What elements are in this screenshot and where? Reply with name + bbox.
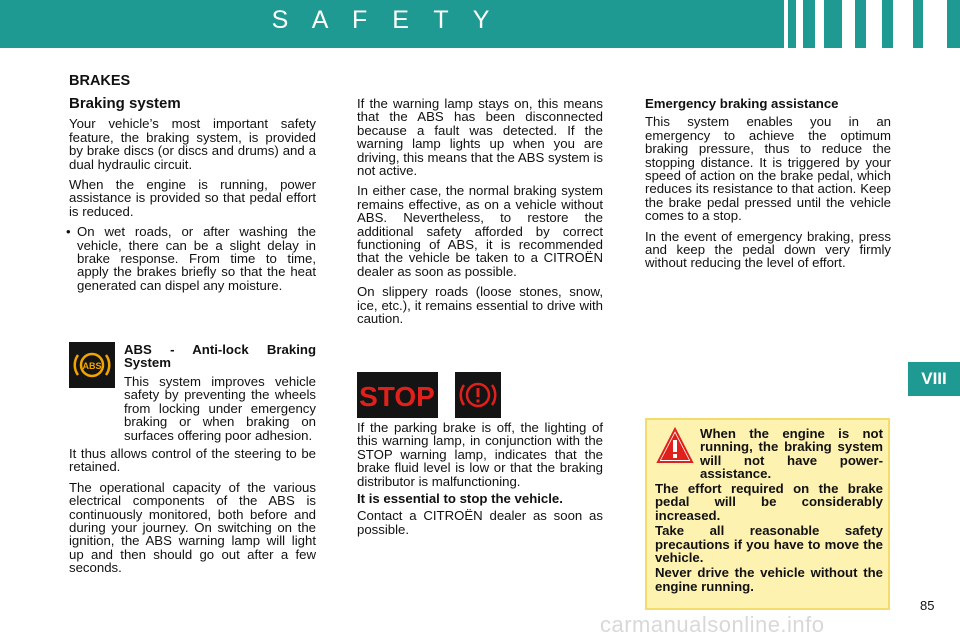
paragraph: On slippery roads (loose stones, snow, ice, etc.), it remains essential to drive with caution. — [357, 284, 603, 327]
header-bar — [0, 0, 960, 48]
paragraph: Your vehicle’s most important safety feature, the braking system, is provided by brake discs (or discs and drums) and a dual hydraulic circuit. — [69, 116, 316, 172]
abs-body-2 — [69, 447, 316, 582]
svg-text:ABS: ABS — [82, 361, 102, 371]
stop-label: STOP — [359, 381, 435, 412]
paragraph: This system enables you in an emergency to achieve the optimum braking pressure, thus to reduce the stopping distance. It is triggered by your speed of action on the brake pedal, which reduces its resistance to that action. Keep the brake pedal pressed until the vehicle comes to a stop. — [645, 114, 891, 224]
abs-title: ABS - Anti-lock Braking System — [124, 342, 316, 371]
warning-line-1: When the engine is not running, the braking system will not have power-assistance. — [700, 426, 883, 482]
header-stripe — [815, 0, 824, 48]
header-stripe — [866, 0, 882, 48]
footer-watermark: carmanualsonline.info — [600, 612, 825, 637]
header-stripe — [923, 0, 947, 48]
emergency-braking-column — [645, 97, 891, 277]
header-stripe — [784, 0, 788, 48]
page-title: S A F E T Y — [271, 6, 499, 34]
paragraph: If the parking brake is off, the lighting of this warning lamp, in conjunction with the STOP warning lamp, indicates that the brake fluid level is low or that the braking distributor is malfunctioning. — [357, 420, 603, 489]
header-stripe — [796, 0, 803, 48]
warning-line-3: Take all reasonable safety precautions if you have to move the vehicle. — [655, 523, 883, 566]
paragraph: The operational capacity of the various electrical components of the ABS is continuously monitored, both before and during your journey. On switching on the ignition, the ABS warning lamp will light up and then should go out after a few seconds. — [69, 479, 316, 576]
chapter-tab: VIII — [908, 362, 960, 396]
paragraph: In the event of emergency braking, press and keep the pedal down very firmly without reducing the level of effort. — [645, 228, 891, 271]
stop-warning-icon — [357, 372, 438, 418]
page-number: 85 — [920, 598, 935, 613]
header-stripe — [842, 0, 855, 48]
abs-text: This system improves vehicle safety by preventing the wheels from locking under emergency braking or when braking on surfaces offering poor adhesion. — [124, 374, 316, 443]
braking-system-column — [69, 97, 316, 299]
caution-triangle-icon — [655, 426, 695, 466]
paragraph: If the warning lamp stays on, this means that the ABS has been disconnected because a fault was detected. If the warning lamp lights up when you are driving, this means that the ABS system is not active. — [357, 96, 603, 179]
warning-line-4: Never drive the vehicle without the engine running. — [655, 565, 883, 594]
abs-body — [69, 375, 316, 442]
brake-warning-icon — [455, 372, 501, 418]
braking-system-title: Braking system — [69, 95, 181, 112]
paragraph: It thus allows control of the steering to be retained. — [69, 446, 316, 475]
abs-fault-column — [357, 97, 603, 333]
paragraph: Contact a CITROËN dealer as soon as possible. — [357, 508, 603, 537]
abs-intro — [124, 343, 316, 375]
stop-vehicle-notice: It is essential to stop the vehicle. — [357, 491, 563, 507]
paragraph: When the engine is running, power assistance is provided so that pedal effort is reduced. — [69, 177, 316, 219]
warning-box — [645, 418, 890, 610]
emergency-braking-title: Emergency braking assistance — [645, 96, 839, 111]
brake-fluid-column — [357, 421, 603, 543]
section-heading: BRAKES — [69, 73, 131, 89]
header-stripe — [893, 0, 913, 48]
warning-text-block — [655, 482, 883, 593]
warning-line-2: The effort required on the brake pedal will be considerably increased. — [655, 481, 883, 523]
paragraph — [69, 375, 316, 442]
bullet-item: • On wet roads, or after washing the vehicle, there can be a slight delay in brake response. From time to time, apply the brakes briefly so that the heat generated can dispel any moisture. — [69, 225, 316, 292]
paragraph: In either case, the normal braking system remains effective, as on a vehicle without ABS. Nevertheless, to restore the additional safety afforded by correct functioning of ABS, it is recommended that the vehicle be taken to a CITROËN dealer as soon as possible. — [357, 183, 603, 279]
